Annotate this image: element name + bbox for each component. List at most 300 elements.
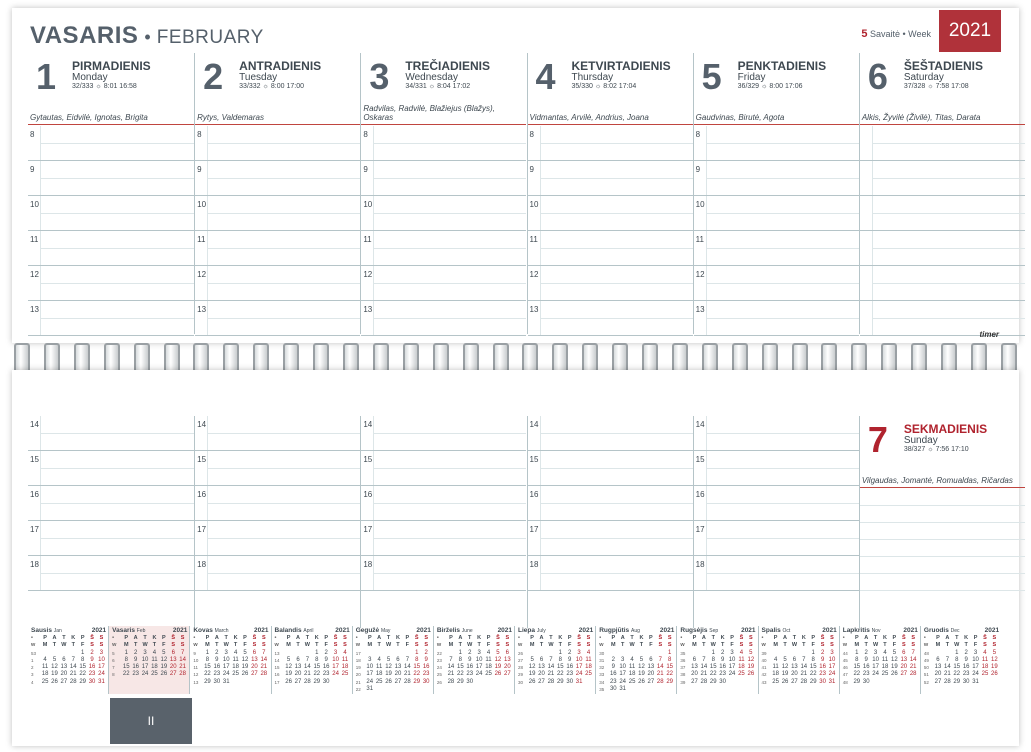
- hour-label: 18: [695, 560, 705, 569]
- day-column: [859, 416, 1025, 628]
- half-hour-line: [706, 468, 859, 469]
- hour-slot[interactable]: [694, 556, 859, 591]
- hour-slot[interactable]: [195, 486, 360, 521]
- date-cell: 13: [169, 656, 177, 663]
- weekday-letter: K: [801, 635, 806, 641]
- date-cell: 7: [658, 656, 662, 663]
- mini-month-header: [275, 627, 350, 634]
- weekday-letter: T: [630, 635, 634, 641]
- hour-slot[interactable]: [28, 266, 194, 301]
- weekday-letter: A: [133, 635, 138, 641]
- date-cell: 17: [141, 664, 149, 671]
- hour-slot[interactable]: [860, 196, 1025, 231]
- mini-month-en: Sep: [709, 628, 719, 634]
- mini-month-name: [437, 627, 473, 634]
- date-cell: 1: [205, 649, 210, 656]
- note-line: [860, 574, 1025, 591]
- weekday-letter: S: [830, 642, 834, 649]
- mini-month-lt: Gruodis: [923, 627, 949, 634]
- date-cell: [737, 679, 746, 686]
- day-count: 36/329: [737, 83, 760, 90]
- hour-slot[interactable]: [694, 126, 859, 161]
- hour-slot[interactable]: [694, 196, 859, 231]
- date-cell: 15: [79, 664, 87, 671]
- half-hour-line: [706, 213, 859, 214]
- week-info: [861, 28, 931, 40]
- weekday-letter: P: [486, 635, 491, 641]
- month-header: [30, 22, 264, 50]
- spiral-ring: [283, 343, 299, 373]
- date-cell: 6: [792, 656, 797, 663]
- date-cell: 3: [730, 649, 734, 656]
- weekday-letter: W: [61, 642, 67, 649]
- month-separator: •: [144, 27, 151, 47]
- date-cell: 12: [385, 664, 392, 671]
- hour-slot[interactable]: [860, 231, 1025, 266]
- hour-slot[interactable]: [361, 416, 526, 451]
- weekday-letter: K: [395, 635, 400, 641]
- date-cell: 17: [222, 664, 230, 671]
- sunrise-sunset: 8:01 16:58: [103, 83, 137, 90]
- date-cell: 1: [81, 649, 85, 656]
- weekday-letter: P: [243, 635, 247, 641]
- date-cell: 28: [700, 678, 708, 685]
- hour-label: 10: [197, 200, 207, 209]
- date-cell: 15: [457, 664, 464, 671]
- week-col: •: [599, 635, 602, 641]
- week-number: 1: [31, 657, 34, 663]
- date-cell: 7: [945, 656, 950, 663]
- weekday-letter: K: [720, 635, 725, 641]
- hour-slot[interactable]: [694, 301, 859, 336]
- date-cell: 16: [566, 664, 574, 671]
- weekday-letter: T: [396, 642, 400, 649]
- date-cell: 12: [160, 656, 168, 663]
- hour-slot[interactable]: [28, 231, 194, 266]
- date-cell: 1: [711, 649, 715, 656]
- hour-slot[interactable]: [694, 521, 859, 556]
- weekday-letter: T: [224, 635, 228, 641]
- hour-slot[interactable]: [361, 266, 526, 301]
- hour-label: 11: [30, 235, 39, 244]
- date-cell: 25: [981, 671, 989, 678]
- date-cell: [727, 679, 736, 686]
- week-number: 22: [436, 650, 442, 656]
- mini-month-header: [356, 627, 431, 634]
- hour-slot[interactable]: [694, 451, 859, 486]
- date-cell: 10: [475, 656, 483, 663]
- weekday-letter: S: [90, 642, 94, 649]
- spiral-ring: [253, 343, 269, 373]
- weekday-letter: Š: [577, 635, 581, 641]
- date-cell: [303, 650, 312, 657]
- hour-slot[interactable]: [528, 451, 693, 486]
- weekday-letter: T: [315, 642, 319, 649]
- spiral-ring: [373, 343, 389, 373]
- date-cell: 9: [133, 656, 138, 663]
- spiral-binding: [14, 343, 1017, 373]
- hour-slot[interactable]: [195, 161, 360, 196]
- hour-slot[interactable]: [195, 266, 360, 301]
- hour-slot[interactable]: [28, 416, 194, 451]
- week-number: 47: [842, 672, 848, 678]
- hour-slot[interactable]: [860, 126, 1025, 161]
- mini-calendar-month: [271, 626, 352, 694]
- date-cell: 9: [820, 656, 825, 663]
- date-cell: 23: [132, 671, 139, 678]
- date-cell: 27: [169, 671, 177, 678]
- hour-slot[interactable]: [361, 451, 526, 486]
- date-cell: 13: [503, 656, 511, 663]
- weekday-letter: P: [692, 635, 697, 641]
- weekday-letter: A: [701, 635, 706, 641]
- week-number: 10: [193, 657, 199, 663]
- weekday-letter: S: [667, 642, 672, 649]
- date-cell: [880, 679, 889, 686]
- week-number: 28: [518, 665, 524, 671]
- mini-weekday-header: [31, 635, 106, 642]
- day-column: [360, 416, 526, 628]
- hour-label: 10: [363, 200, 373, 209]
- hour-slot[interactable]: [694, 231, 859, 266]
- half-hour-line: [540, 503, 693, 504]
- date-cell: 17: [728, 664, 736, 671]
- date-cell: 14: [547, 664, 555, 671]
- weekday-letter: S: [252, 642, 257, 649]
- weekday-letter: M: [935, 642, 941, 649]
- hour-slot[interactable]: [361, 486, 526, 521]
- day-number: 3: [369, 56, 390, 97]
- sunday-notes[interactable]: [860, 489, 1025, 591]
- weekday-letter: Š: [983, 635, 987, 641]
- hour-label: 14: [363, 420, 373, 429]
- hour-slot[interactable]: [28, 301, 194, 336]
- week-number: 7: [112, 665, 115, 671]
- weekday-letter: S: [911, 635, 916, 641]
- weekday-letter: S: [667, 635, 672, 641]
- date-cell: 14: [447, 664, 455, 671]
- date-cell: [403, 650, 412, 657]
- date-cell: 30: [566, 678, 574, 685]
- hour-slot[interactable]: [528, 556, 693, 591]
- date-cell: [474, 679, 483, 686]
- date-cell: 13: [934, 664, 942, 671]
- hour-slot[interactable]: [528, 161, 693, 196]
- date-cell: [699, 650, 708, 657]
- day-name-en: Monday: [72, 72, 108, 83]
- hour-slot[interactable]: [28, 161, 194, 196]
- hour-slot[interactable]: [28, 451, 194, 486]
- day-column: [194, 53, 360, 334]
- date-cell: 24: [619, 678, 627, 685]
- mini-month-en: Feb: [136, 628, 146, 634]
- note-line: [860, 557, 1025, 574]
- weekday-letter: T: [477, 642, 481, 649]
- weekday-letter: S: [99, 642, 104, 649]
- mini-week-row: [924, 664, 999, 671]
- half-hour-line: [706, 283, 859, 284]
- hour-slots: [361, 126, 526, 336]
- weekday-letter: T: [52, 642, 57, 649]
- weekday-letter: P: [811, 635, 816, 641]
- spiral-ring: [193, 343, 209, 373]
- weekday-letter: F: [486, 642, 491, 649]
- date-cell: 2: [820, 649, 825, 656]
- hour-slot[interactable]: [28, 556, 194, 591]
- date-cell: 20: [934, 671, 942, 678]
- half-hour-line: [207, 468, 360, 469]
- half-hour-line: [540, 213, 693, 214]
- date-cell: 23: [862, 671, 870, 678]
- hour-slot[interactable]: [195, 556, 360, 591]
- hour-slot[interactable]: [528, 416, 693, 451]
- date-cell: 10: [828, 656, 836, 663]
- mini-weekday-header-en: [599, 642, 674, 649]
- day-column: [28, 53, 194, 334]
- hour-slot[interactable]: [28, 486, 194, 521]
- hour-slots: [28, 126, 194, 336]
- hour-slot[interactable]: [195, 451, 360, 486]
- date-cell: 29: [413, 678, 421, 685]
- half-hour-line: [40, 178, 194, 179]
- week-number: 36: [680, 657, 686, 663]
- half-hour-line: [40, 433, 194, 434]
- half-hour-line: [540, 283, 693, 284]
- date-cell: 22: [666, 671, 674, 678]
- hour-slot[interactable]: [195, 196, 360, 231]
- date-cell: 18: [151, 664, 158, 671]
- date-cell: 25: [628, 678, 636, 685]
- hour-slot[interactable]: [195, 416, 360, 451]
- date-cell: 7: [180, 649, 185, 656]
- spiral-ring: [732, 343, 748, 373]
- hour-slot[interactable]: [528, 486, 693, 521]
- date-cell: 28: [179, 671, 186, 678]
- week-number: 3: [31, 672, 34, 678]
- date-cell: 4: [377, 656, 381, 663]
- week-number: 24: [436, 665, 442, 671]
- weekday-letter: S: [658, 642, 663, 649]
- date-cell: 8: [855, 656, 859, 663]
- hour-label: 12: [197, 270, 207, 279]
- hour-slot[interactable]: [361, 126, 526, 161]
- hour-slot[interactable]: [860, 301, 1025, 336]
- hour-slot[interactable]: [28, 521, 194, 556]
- weekday-letter: T: [468, 635, 472, 641]
- weekday-letter: T: [702, 642, 706, 649]
- week-col: w: [193, 642, 198, 649]
- half-hour-line: [373, 213, 526, 214]
- date-cell: [231, 679, 240, 686]
- hour-label: 12: [529, 270, 539, 279]
- date-cell: [412, 686, 421, 693]
- date-cell: 24: [728, 671, 736, 678]
- half-hour-line: [540, 178, 693, 179]
- date-cell: 4: [486, 649, 491, 656]
- sunrise-sunset: 8:02 17:04: [603, 83, 637, 90]
- day-count: 33/332: [239, 83, 261, 90]
- hour-slot[interactable]: [694, 486, 859, 521]
- week-number: 38: [680, 672, 686, 678]
- spiral-ring: [821, 343, 837, 373]
- mini-week-row: [924, 679, 999, 686]
- date-cell: [50, 650, 59, 657]
- mini-month-lt: Kovas: [193, 627, 213, 634]
- week-grid-bottom: [28, 416, 1013, 628]
- date-cell: 17: [575, 664, 583, 671]
- hour-label: 10: [529, 200, 539, 209]
- half-hour-line: [207, 248, 360, 249]
- hour-slot[interactable]: [361, 231, 526, 266]
- name-days: Rytys, Valdemaras: [197, 113, 264, 122]
- hour-label: 12: [695, 270, 705, 279]
- mini-week-row: [680, 671, 755, 678]
- weekday-letter: T: [233, 642, 238, 649]
- date-cell: 20: [647, 671, 655, 678]
- spiral-ring: [493, 343, 509, 373]
- week-col: w: [923, 642, 929, 649]
- hour-slot[interactable]: [528, 266, 693, 301]
- mini-week-row: [924, 650, 999, 657]
- hour-slot[interactable]: [528, 301, 693, 336]
- day-name-lt: TREČIADIENIS: [405, 59, 491, 73]
- hour-slot[interactable]: [528, 521, 693, 556]
- date-cell: 5: [530, 656, 534, 663]
- hour-slot[interactable]: [694, 266, 859, 301]
- mini-calendar-month: [920, 626, 1001, 694]
- hour-slot[interactable]: [528, 126, 693, 161]
- week-number: 13: [274, 650, 280, 656]
- date-cell: 27: [647, 678, 655, 685]
- date-cell: 31: [575, 678, 583, 685]
- date-cell: 19: [528, 671, 536, 678]
- hour-slot[interactable]: [528, 231, 693, 266]
- weekday-letter: S: [424, 635, 428, 641]
- date-cell: 23: [322, 671, 330, 678]
- date-cell: 14: [69, 664, 77, 671]
- date-cell: 6: [252, 649, 257, 656]
- mini-week-row: [518, 679, 593, 686]
- date-cell: 14: [800, 664, 808, 671]
- weekday-letter: T: [720, 642, 725, 649]
- hour-label: 18: [363, 560, 373, 569]
- date-cell: 6: [649, 656, 653, 663]
- mini-week-row: [680, 650, 755, 657]
- hour-slot[interactable]: [361, 556, 526, 591]
- half-hour-line: [706, 143, 859, 144]
- hour-slot[interactable]: [195, 231, 360, 266]
- weekday-letter: S: [749, 642, 753, 649]
- mini-month-year: 2021: [984, 627, 1000, 634]
- spiral-ring: [522, 343, 538, 373]
- half-hour-line: [872, 248, 1025, 249]
- mini-month-name: [275, 627, 314, 634]
- half-hour-line: [872, 143, 1025, 144]
- week-number: 40: [761, 657, 767, 663]
- hour-slot[interactable]: [361, 196, 526, 231]
- half-hour-line: [706, 248, 859, 249]
- date-cell: 29: [709, 678, 717, 685]
- half-hour-line: [207, 433, 360, 434]
- date-cell: 8: [415, 656, 419, 663]
- mini-month-year: 2021: [903, 627, 918, 634]
- week-number: 26: [518, 650, 524, 656]
- year-mini-calendars: [28, 626, 1001, 694]
- date-cell: 18: [738, 664, 745, 671]
- week-col: w: [355, 642, 360, 649]
- hour-slot[interactable]: [694, 416, 859, 451]
- mini-weekday-header-en: [843, 642, 918, 649]
- mini-week-row: [112, 650, 187, 657]
- weekday-letter: T: [215, 642, 219, 649]
- sunrise-sunset: 7:56 17:10: [935, 446, 969, 453]
- weekday-letter: W: [223, 642, 229, 649]
- hour-slot[interactable]: [694, 161, 859, 196]
- date-cell: 13: [251, 656, 258, 663]
- date-cell: 12: [51, 664, 58, 671]
- hour-slot[interactable]: [361, 301, 526, 336]
- hour-slot[interactable]: [28, 126, 194, 161]
- weekday-letter: W: [467, 642, 473, 649]
- date-cell: 23: [609, 678, 617, 685]
- half-hour-line: [207, 503, 360, 504]
- hour-label: 11: [363, 235, 372, 244]
- date-cell: 25: [485, 671, 492, 678]
- date-cell: 24: [872, 671, 879, 678]
- weekday-letter: S: [180, 635, 185, 641]
- mini-month-header: [599, 627, 674, 634]
- hour-slot[interactable]: [28, 196, 194, 231]
- weekday-letter: S: [261, 635, 266, 641]
- spiral-ring: [1001, 343, 1017, 373]
- mini-week-row: [193, 671, 268, 678]
- half-hour-line: [373, 573, 526, 574]
- weekday-letter: F: [243, 642, 247, 649]
- week-col: w: [761, 642, 766, 649]
- mini-month-header: [680, 627, 755, 634]
- weekday-letter: T: [539, 642, 544, 649]
- quarter-tab[interactable]: II: [110, 698, 192, 744]
- date-cell: 5: [386, 656, 391, 663]
- weekday-letter: K: [152, 635, 157, 641]
- date-cell: [943, 650, 952, 657]
- date-cell: 1: [124, 649, 128, 656]
- hour-slot[interactable]: [361, 161, 526, 196]
- hour-slot[interactable]: [195, 521, 360, 556]
- date-cell: 28: [260, 671, 268, 678]
- hour-slot[interactable]: [860, 266, 1025, 301]
- hour-slot[interactable]: [195, 301, 360, 336]
- date-cell: 5: [243, 649, 247, 656]
- date-cell: 18: [881, 664, 889, 671]
- date-cell: 6: [539, 656, 544, 663]
- mini-week-row: [193, 657, 268, 664]
- date-cell: 18: [375, 671, 383, 678]
- weekday-letter: Š: [739, 635, 744, 641]
- week-number: 33: [599, 672, 605, 678]
- date-cell: [503, 679, 512, 686]
- week-number: 13: [193, 679, 199, 685]
- weekday-letter: M: [205, 642, 210, 649]
- hour-slot[interactable]: [528, 196, 693, 231]
- mini-month-name: [843, 627, 881, 634]
- hour-slot[interactable]: [195, 126, 360, 161]
- hour-slot[interactable]: [860, 161, 1025, 196]
- date-cell: 3: [368, 656, 372, 663]
- hour-slot[interactable]: [361, 521, 526, 556]
- date-cell: 30: [962, 678, 970, 685]
- day-count: 38/327: [903, 446, 926, 453]
